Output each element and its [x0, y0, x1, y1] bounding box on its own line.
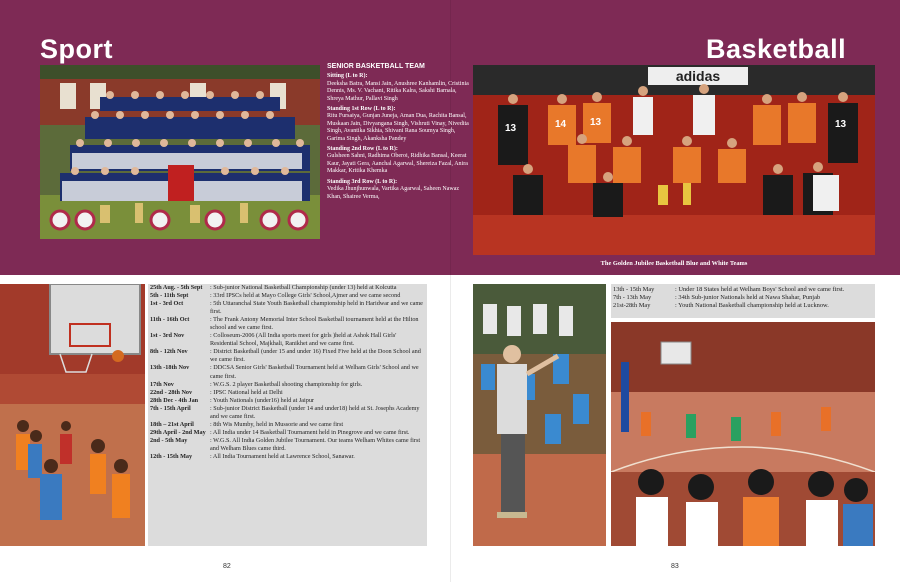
- event-row: [148, 381, 427, 389]
- event-text: : Youth National Basketball championship held at Lucknow.: [675, 302, 829, 309]
- event-date: 13th -18th Nov: [150, 364, 190, 372]
- event-date: 13th - 15th May: [613, 286, 655, 293]
- group-label: Sitting (L to R):: [327, 73, 368, 80]
- senior-team-photo: [40, 65, 320, 239]
- event-date: 5th - 11th Sept: [150, 292, 189, 300]
- event-text: : District Basketball (under 15 and under 16) Fixed Five held at the Doon School and we came first.: [210, 348, 421, 364]
- coach-spectators-photo: [473, 284, 606, 546]
- event-text: : The Frank Antony Memorial Inter School Basketball tournament held at the Hilton school and we came first.: [210, 316, 419, 332]
- event-row: [148, 453, 427, 461]
- event-row: [148, 405, 427, 421]
- event-date: 21st-28th May: [613, 302, 651, 309]
- group-names: Vedika Jhunjhunwala, Vartika Agarwal, Saheen Nawaz Khan, Shairee Verma,: [327, 186, 460, 200]
- page-number-left: 82: [223, 563, 231, 570]
- teams-caption: The Golden Jubilee Basketball Blue and White Teams: [600, 260, 748, 267]
- event-date: 17th Nov: [150, 380, 174, 388]
- event-row: [611, 286, 875, 294]
- event-row: [148, 437, 427, 453]
- group-names: Ritu Fursaiya, Gunjan Juneja, Aman Dua, Rachita Bansal, Muskaan Jain, Divyangana Singh, Vishruti Vinay, Nivedita Singh, Avantika Sikhia, Shivani Rana Soumya Singh, Garima Singh, Akanksha Pandey: [327, 113, 469, 142]
- event-text: : Sub-junior National Basketball Championship (under 13) held at Kolcutta: [210, 284, 397, 291]
- group-label: Standing 3rd Row (L to R):: [327, 178, 398, 185]
- page-title-basketball: Basketball: [706, 34, 847, 64]
- event-text: : 5th Uttaranchal State Youth Basketball championship held in Haridwar and we came first.: [210, 300, 423, 316]
- event-row: [148, 429, 427, 437]
- group-names: Deeksha Batra, Mansi Jain, Anushree Kanhamlin, Cristinia Dennis, Ms. V. Vachani, Ritika Kalra, Sakshi Barnala, Shreya Mathur, Pallavi Singh: [327, 80, 469, 102]
- event-row: [148, 364, 427, 380]
- page-number-right: 83: [671, 563, 679, 570]
- event-date: 22nd - 28th Nov: [150, 388, 193, 396]
- event-date: 28th Dec - 4th Jan: [150, 396, 199, 404]
- jersey-number: 13: [835, 119, 847, 130]
- event-text: : All India Tournament held at Lawrence School, Sanawar.: [210, 452, 355, 460]
- court-photo-illustration: [611, 322, 875, 546]
- event-row: [148, 300, 427, 316]
- event-row: [148, 292, 427, 300]
- event-date: 25th Aug. - 5th Sept: [150, 284, 203, 291]
- event-text: : 34th Sub-junior Nationals held at Nawa Shahar, Punjab: [675, 294, 821, 301]
- event-row: [148, 397, 427, 405]
- event-text: : Youth Nationals (under16) held at Jaipur: [210, 396, 314, 404]
- jersey-number: 14: [555, 119, 567, 130]
- event-text: : Colloseum-2006 (All India sports meet for girls )held at Ashok Hall Girls' Residential School, Majkhali, Ranikhet and we came first.: [210, 332, 397, 348]
- group-label: Standing 2nd Row (L to R):: [327, 146, 398, 153]
- event-date: 7th - 13th May: [613, 294, 652, 301]
- event-row: [611, 302, 875, 310]
- event-date: 1st - 3rd Oct: [150, 300, 184, 308]
- event-text: : Sub-junior District Basketball (under 14 and under18) held at St. Josephs Academy and we came first.: [210, 404, 420, 420]
- event-text: : W.G.S. All India Golden Jubilee Tournament. Our teams Welham Whites came first and Welham Blues came third.: [210, 436, 421, 452]
- event-date: 18th – 21st April: [150, 420, 194, 428]
- event-text: : W.G.S. 2 player Basketball shooting championship for girls.: [210, 380, 363, 388]
- event-date: 8th - 12th Nov: [150, 348, 188, 356]
- event-row: [148, 421, 427, 429]
- event-text: : 8th Wis Mumby, held in Mussorie and we came first: [210, 420, 344, 428]
- event-row: [148, 389, 427, 397]
- team-names-block: [327, 63, 469, 201]
- event-text: : Under 18 States held at Welham Boys' School and we came first.: [675, 286, 845, 293]
- girls-practice-photo: [0, 284, 145, 546]
- event-date: 1st - 3rd Nov: [150, 332, 185, 340]
- jubilee-photo-illustration: [473, 65, 875, 255]
- banner-text: adidas: [675, 68, 721, 84]
- events-list-right: [611, 284, 875, 318]
- event-text: : DDCSA Senior Girls' Basketball Tournament held at Welham Girls' School and we came first.: [210, 364, 419, 380]
- jersey-number: 13: [590, 117, 602, 128]
- event-text: : All India under 14 Basketball Tournament held in Pinegrove and we came first.: [210, 428, 410, 436]
- event-date: 11th - 16th Oct: [150, 316, 190, 324]
- events-list: [148, 284, 427, 546]
- event-row: [148, 332, 427, 348]
- group-names: Gulsheen Sahni, Radhima Oberoi, Ridhika Bansal, Keerat Kaur, Jayati Gera, Aanchal Agarwal, Shereiza Fazal, Anira Makkar, Kritika Khemka: [327, 153, 468, 175]
- event-row: [611, 294, 875, 302]
- practice-photo-illustration: [0, 284, 145, 546]
- event-text: : IPSC National held at Delhi: [210, 388, 283, 396]
- event-date: 2nd - 5th May: [150, 436, 188, 444]
- event-date: 29th April - 2nd May: [150, 428, 206, 436]
- event-date: 7th - 15th April: [150, 404, 191, 412]
- event-row: [148, 284, 427, 292]
- event-row: [148, 316, 427, 332]
- page-title-sport: Sport: [40, 34, 113, 64]
- court-game-photo: [611, 322, 875, 546]
- coach-photo-illustration: [473, 284, 606, 546]
- event-row: [148, 348, 427, 364]
- team-heading: SENIOR BASKETBALL TEAM: [327, 63, 425, 70]
- group-label: Standing 1st Row (L to R):: [327, 106, 396, 113]
- golden-jubilee-teams-photo: [473, 65, 875, 255]
- jersey-number: 13: [505, 123, 517, 134]
- event-date: 12th - 15th May: [150, 452, 193, 460]
- event-text: : 33rd IPSCs held at Mayo College Girls' School,Ajmer and we came second: [210, 292, 401, 300]
- team-photo-illustration: [40, 65, 320, 239]
